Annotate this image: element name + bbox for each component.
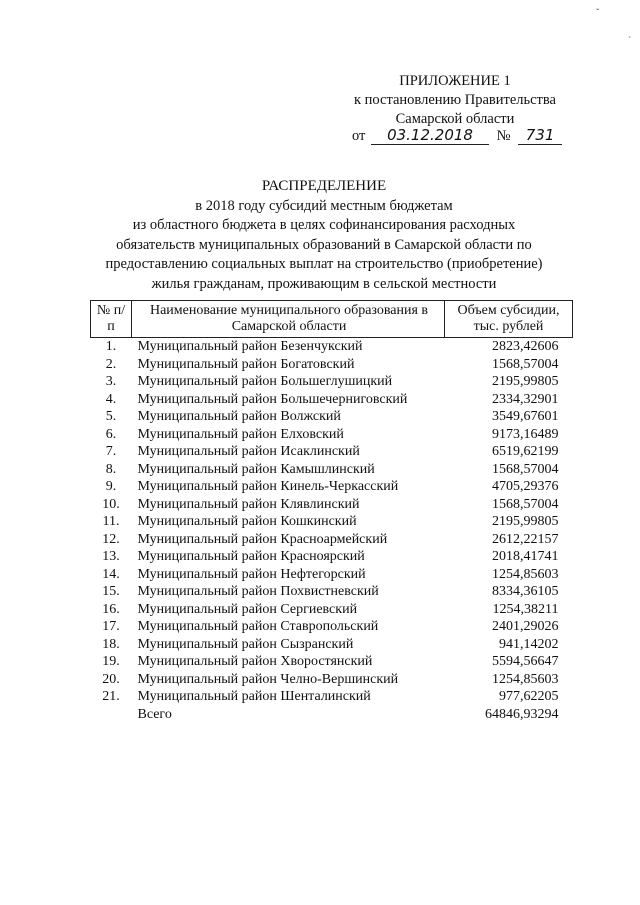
row-amount: 941,14202	[499, 636, 559, 652]
row-municipality: Муниципальный район Безенчукский	[137, 339, 363, 354]
row-municipality: Муниципальный район Сызранский	[137, 636, 354, 652]
table-row	[91, 636, 573, 654]
table-header-row	[91, 301, 573, 338]
appendix-block	[350, 72, 560, 129]
table-row	[91, 566, 573, 584]
table-row	[91, 443, 573, 461]
heading-line: жилья гражданам, проживающим в сельской местности	[151, 275, 497, 292]
row-number: 5.	[105, 409, 117, 424]
table-row	[91, 653, 573, 671]
row-amount: 3549,67601	[492, 409, 559, 424]
row-number: 1.	[105, 339, 117, 354]
row-amount: 1254,85603	[492, 566, 559, 582]
row-number: 14.	[102, 566, 120, 582]
table-row	[91, 671, 573, 689]
row-municipality: Муниципальный район Елховский	[137, 426, 344, 442]
row-municipality: Муниципальный район Сергиевский	[137, 601, 358, 617]
total-blank-cell	[91, 706, 132, 724]
date-prefix: от	[352, 128, 366, 144]
row-amount: 9173,16489	[492, 426, 559, 442]
row-number: 6.	[105, 426, 117, 442]
row-municipality: Муниципальный район Богатовский	[137, 356, 355, 372]
row-number: 21.	[102, 689, 120, 704]
row-municipality: Муниципальный район Большечерниговский	[137, 391, 408, 407]
row-number: 18.	[102, 636, 120, 652]
heading-title: РАСПРЕДЕЛЕНИЕ	[261, 178, 387, 194]
row-amount: 8334,36105	[492, 584, 559, 599]
heading-line: в 2018 году субсидий местным бюджетам	[195, 197, 453, 214]
row-municipality: Муниципальный район Шенталинский	[137, 689, 371, 704]
row-municipality: Муниципальный район Красноярский	[137, 549, 365, 564]
row-municipality: Муниципальный район Волжский	[137, 409, 341, 424]
row-amount: 2401,29026	[492, 619, 559, 634]
row-municipality: Муниципальный район Хворостянский	[137, 654, 373, 669]
row-number: 11.	[102, 514, 120, 529]
table-row	[91, 356, 573, 374]
table-body	[91, 338, 573, 724]
row-municipality: Муниципальный район Похвистневский	[137, 584, 379, 599]
row-number: 8.	[105, 461, 117, 477]
row-municipality: Муниципальный район Камышлинский	[137, 461, 375, 477]
appendix-line-1: к постановлению Правительства	[354, 92, 556, 108]
row-municipality: Муниципальный район Нефтегорский	[137, 566, 366, 582]
row-amount: 2195,99805	[492, 374, 559, 389]
header-number: № п/п	[91, 301, 132, 338]
row-municipality: Муниципальный район Исаклинский	[137, 444, 360, 459]
row-amount: 1254,85603	[492, 671, 559, 687]
row-amount: 4705,29376	[492, 479, 559, 494]
row-municipality: Муниципальный район Красноармейский	[137, 531, 388, 547]
row-number: 13.	[102, 549, 120, 564]
table-row	[91, 583, 573, 601]
row-number: 9.	[105, 479, 117, 494]
heading-line: из областного бюджета в целях софинансирования расходных	[132, 217, 516, 233]
row-amount: 6519,62199	[492, 444, 559, 459]
table-row	[91, 338, 573, 356]
row-municipality: Муниципальный район Ставропольский	[137, 619, 379, 634]
row-municipality: Муниципальный район Кошкинский	[137, 514, 357, 529]
row-municipality: Муниципальный район Большеглушицкий	[137, 374, 393, 389]
row-amount: 2334,32901	[492, 391, 559, 407]
row-number: 7.	[105, 444, 117, 459]
row-number: 12.	[102, 531, 120, 547]
total-label: Всего	[137, 706, 172, 722]
scan-speck-top-right: ˇ	[596, 8, 600, 19]
table-row	[91, 601, 573, 619]
handwritten-date: 03.12.2018	[371, 126, 489, 145]
table-row	[91, 373, 573, 391]
decree-date-line	[352, 126, 562, 145]
row-number: 4.	[105, 391, 117, 407]
table-row	[91, 391, 573, 409]
table-row	[91, 618, 573, 636]
row-amount: 2195,99805	[492, 514, 559, 529]
row-number: 17.	[102, 619, 120, 634]
document-heading	[85, 177, 563, 294]
table-row	[91, 688, 573, 706]
handwritten-number: 731	[518, 126, 562, 145]
table-row	[91, 496, 573, 514]
row-number: 2.	[105, 356, 117, 372]
row-amount: 2823,42606	[492, 339, 559, 354]
row-amount: 1568,57004	[492, 356, 559, 372]
table-row	[91, 531, 573, 549]
table-row	[91, 461, 573, 479]
row-number: 10.	[102, 496, 120, 512]
table-row	[91, 513, 573, 531]
row-municipality: Муниципальный район Кинель-Черкасский	[137, 479, 399, 494]
row-number: 15.	[102, 584, 120, 599]
row-number: 16.	[102, 601, 120, 617]
table-row	[91, 548, 573, 566]
total-amount: 64846,93294	[485, 706, 559, 722]
row-amount: 2018,41741	[492, 549, 559, 564]
header-municipality: Наименование муниципального образования в Самарской области	[132, 301, 445, 338]
appendix-line-2: Самарской области	[395, 111, 515, 127]
number-prefix: №	[496, 128, 511, 144]
row-number: 3.	[105, 374, 117, 389]
appendix-title: ПРИЛОЖЕНИЕ 1	[399, 73, 511, 89]
row-amount: 1568,57004	[492, 461, 559, 477]
heading-line: обязательств муниципальных образований в Самарской области по	[116, 236, 532, 253]
total-row	[91, 706, 573, 724]
table-row	[91, 478, 573, 496]
table-row	[91, 408, 573, 426]
row-municipality: Муниципальный район Челно-Вершинский	[137, 671, 399, 687]
header-amount: Объем субсидии, тыс. рублей	[445, 301, 573, 338]
row-amount: 977,62205	[499, 689, 559, 704]
row-amount: 1568,57004	[492, 496, 559, 512]
row-municipality: Муниципальный район Клявлинский	[137, 496, 360, 512]
table-row	[91, 426, 573, 444]
row-number: 19.	[102, 654, 120, 669]
row-amount: 2612,22157	[492, 531, 559, 547]
row-amount: 1254,38211	[492, 601, 559, 617]
scan-speck-right: ˊ	[628, 36, 632, 47]
row-amount: 5594,56647	[492, 654, 559, 669]
subsidy-table	[90, 300, 573, 723]
row-number: 20.	[102, 671, 120, 687]
heading-line: предоставлению социальных выплат на строительство (приобретение)	[105, 256, 543, 272]
